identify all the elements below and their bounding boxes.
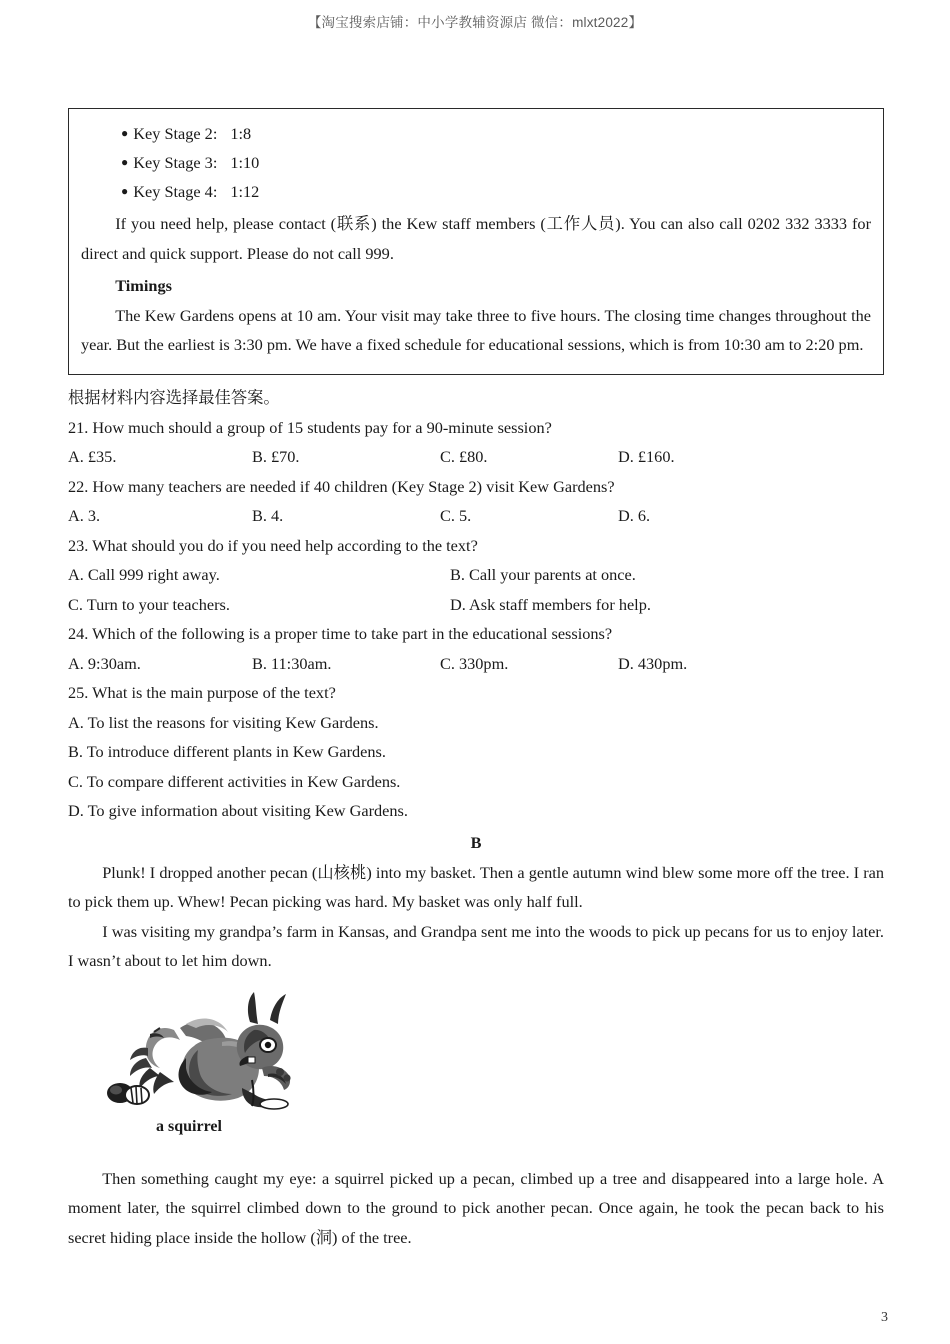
options-row-23-bottom (68, 590, 884, 620)
section-b (68, 828, 884, 1253)
key-stage-ratio: 1:8 (230, 124, 252, 143)
option-24-d[interactable]: D. 430pm. (618, 653, 688, 673)
bullet-icon: ● (121, 126, 129, 140)
option-22-d[interactable]: D. 6. (618, 506, 651, 525)
figure-caption: a squirrel (156, 1117, 222, 1135)
option-24-c[interactable]: C. 330pm. (440, 653, 509, 673)
option-25-a[interactable]: A. To list the reasons for visiting Kew Gardens. (68, 712, 379, 732)
page-content (68, 108, 884, 1252)
info-box (68, 108, 884, 375)
questions-area (68, 383, 884, 826)
squirrel-figure (68, 988, 428, 1136)
option-23-c[interactable]: C. Turn to your teachers. (68, 594, 230, 614)
options-row-21 (68, 442, 884, 472)
option-24-b[interactable]: B. 11:30am. (252, 653, 332, 673)
option-23-a[interactable]: A. Call 999 right away. (68, 565, 220, 584)
option-25-b[interactable]: B. To introduce different plants in Kew Gardens. (68, 742, 386, 761)
watermark-header: 【淘宝搜索店铺：中小学教辅资源店 微信：mlxt2022】 (307, 15, 643, 30)
timings-heading: Timings (115, 276, 172, 295)
option-23-b[interactable]: B. Call your parents at once. (450, 565, 636, 584)
question-stem-22: 22. How many teachers are needed if 40 children (Key Stage 2) visit Kew Gardens? (68, 476, 615, 496)
page-number: 3 (881, 1310, 888, 1325)
option-24-a[interactable]: A. 9:30am. (68, 653, 141, 673)
section-b-paragraph-1: Plunk! I dropped another pecan (山核桃) into my basket. Then a gentle autumn wind blew some more off the tree. I ran to pick them up. Whew! Pecan picking was hard. My basket was only half full. (68, 862, 884, 911)
options-row-24 (68, 649, 884, 679)
list-item (81, 148, 871, 177)
question-stem-21: 21. How much should a group of 15 students pay for a 90-minute session? (68, 417, 552, 437)
list-item (81, 119, 871, 148)
section-letter-b: B (470, 832, 482, 852)
squirrel-icon (102, 988, 317, 1116)
key-stage-label: Key Stage 3: (133, 153, 218, 172)
option-23-d[interactable]: D. Ask staff members for help. (450, 594, 651, 614)
option-25-c[interactable]: C. To compare different activities in Kew Gardens. (68, 771, 401, 791)
key-stage-label: Key Stage 2: (133, 124, 218, 143)
question-stem-24: 24. Which of the following is a proper time to take part in the educational sessions? (68, 624, 613, 643)
options-row-22 (68, 501, 884, 531)
instruction-text: 根据材料内容选择最佳答案。 (68, 387, 280, 407)
option-25-d[interactable]: D. To give information about visiting Kew Gardens. (68, 801, 408, 820)
option-22-b[interactable]: B. 4. (252, 506, 284, 525)
help-paragraph: If you need help, please contact (联系) the Kew staff members (工作人员). You can also call 0202 332 3333 for direct and quick support. Please do not call 999. (81, 214, 871, 263)
bullet-icon: ● (121, 184, 129, 198)
bullet-icon: ● (121, 155, 129, 169)
question-stem-23: 23. What should you do if you need help according to the text? (68, 535, 478, 555)
option-21-d[interactable]: D. £160. (618, 447, 675, 466)
key-stage-ratio: 1:10 (230, 153, 260, 172)
option-22-c[interactable]: C. 5. (440, 506, 472, 525)
section-b-paragraph-3: Then something caught my eye: a squirrel picked up a pecan, climbed up a tree and disappeared into a large hole. A moment later, the squirrel climbed down to the ground to pick another pecan. Once again, he took the pecan back to his secret hiding place inside the hollow (洞) of the tree. (68, 1168, 884, 1247)
option-21-a[interactable]: A. £35. (68, 447, 117, 466)
option-21-c[interactable]: C. £80. (440, 447, 488, 466)
key-stage-label: Key Stage 4: (133, 182, 218, 201)
key-stage-ratio: 1:12 (230, 182, 260, 201)
option-21-b[interactable]: B. £70. (252, 447, 300, 466)
option-22-a[interactable]: A. 3. (68, 506, 101, 525)
list-item (81, 177, 871, 206)
timings-paragraph: The Kew Gardens opens at 10 am. Your visit may take three to five hours. The closing time changes throughout the year. But the earliest is 3:30 pm. We have a fixed schedule for educational sessions, which is from 10:30 am to 2:20 pm. (81, 305, 871, 354)
options-row-23-top (68, 560, 884, 590)
question-stem-25: 25. What is the main purpose of the text? (68, 683, 336, 702)
section-b-paragraph-2: I was visiting my grandpa’s farm in Kansas, and Grandpa sent me into the woods to pick up pecans for us to enjoy later. I wasn’t about to let him down. (68, 921, 884, 970)
